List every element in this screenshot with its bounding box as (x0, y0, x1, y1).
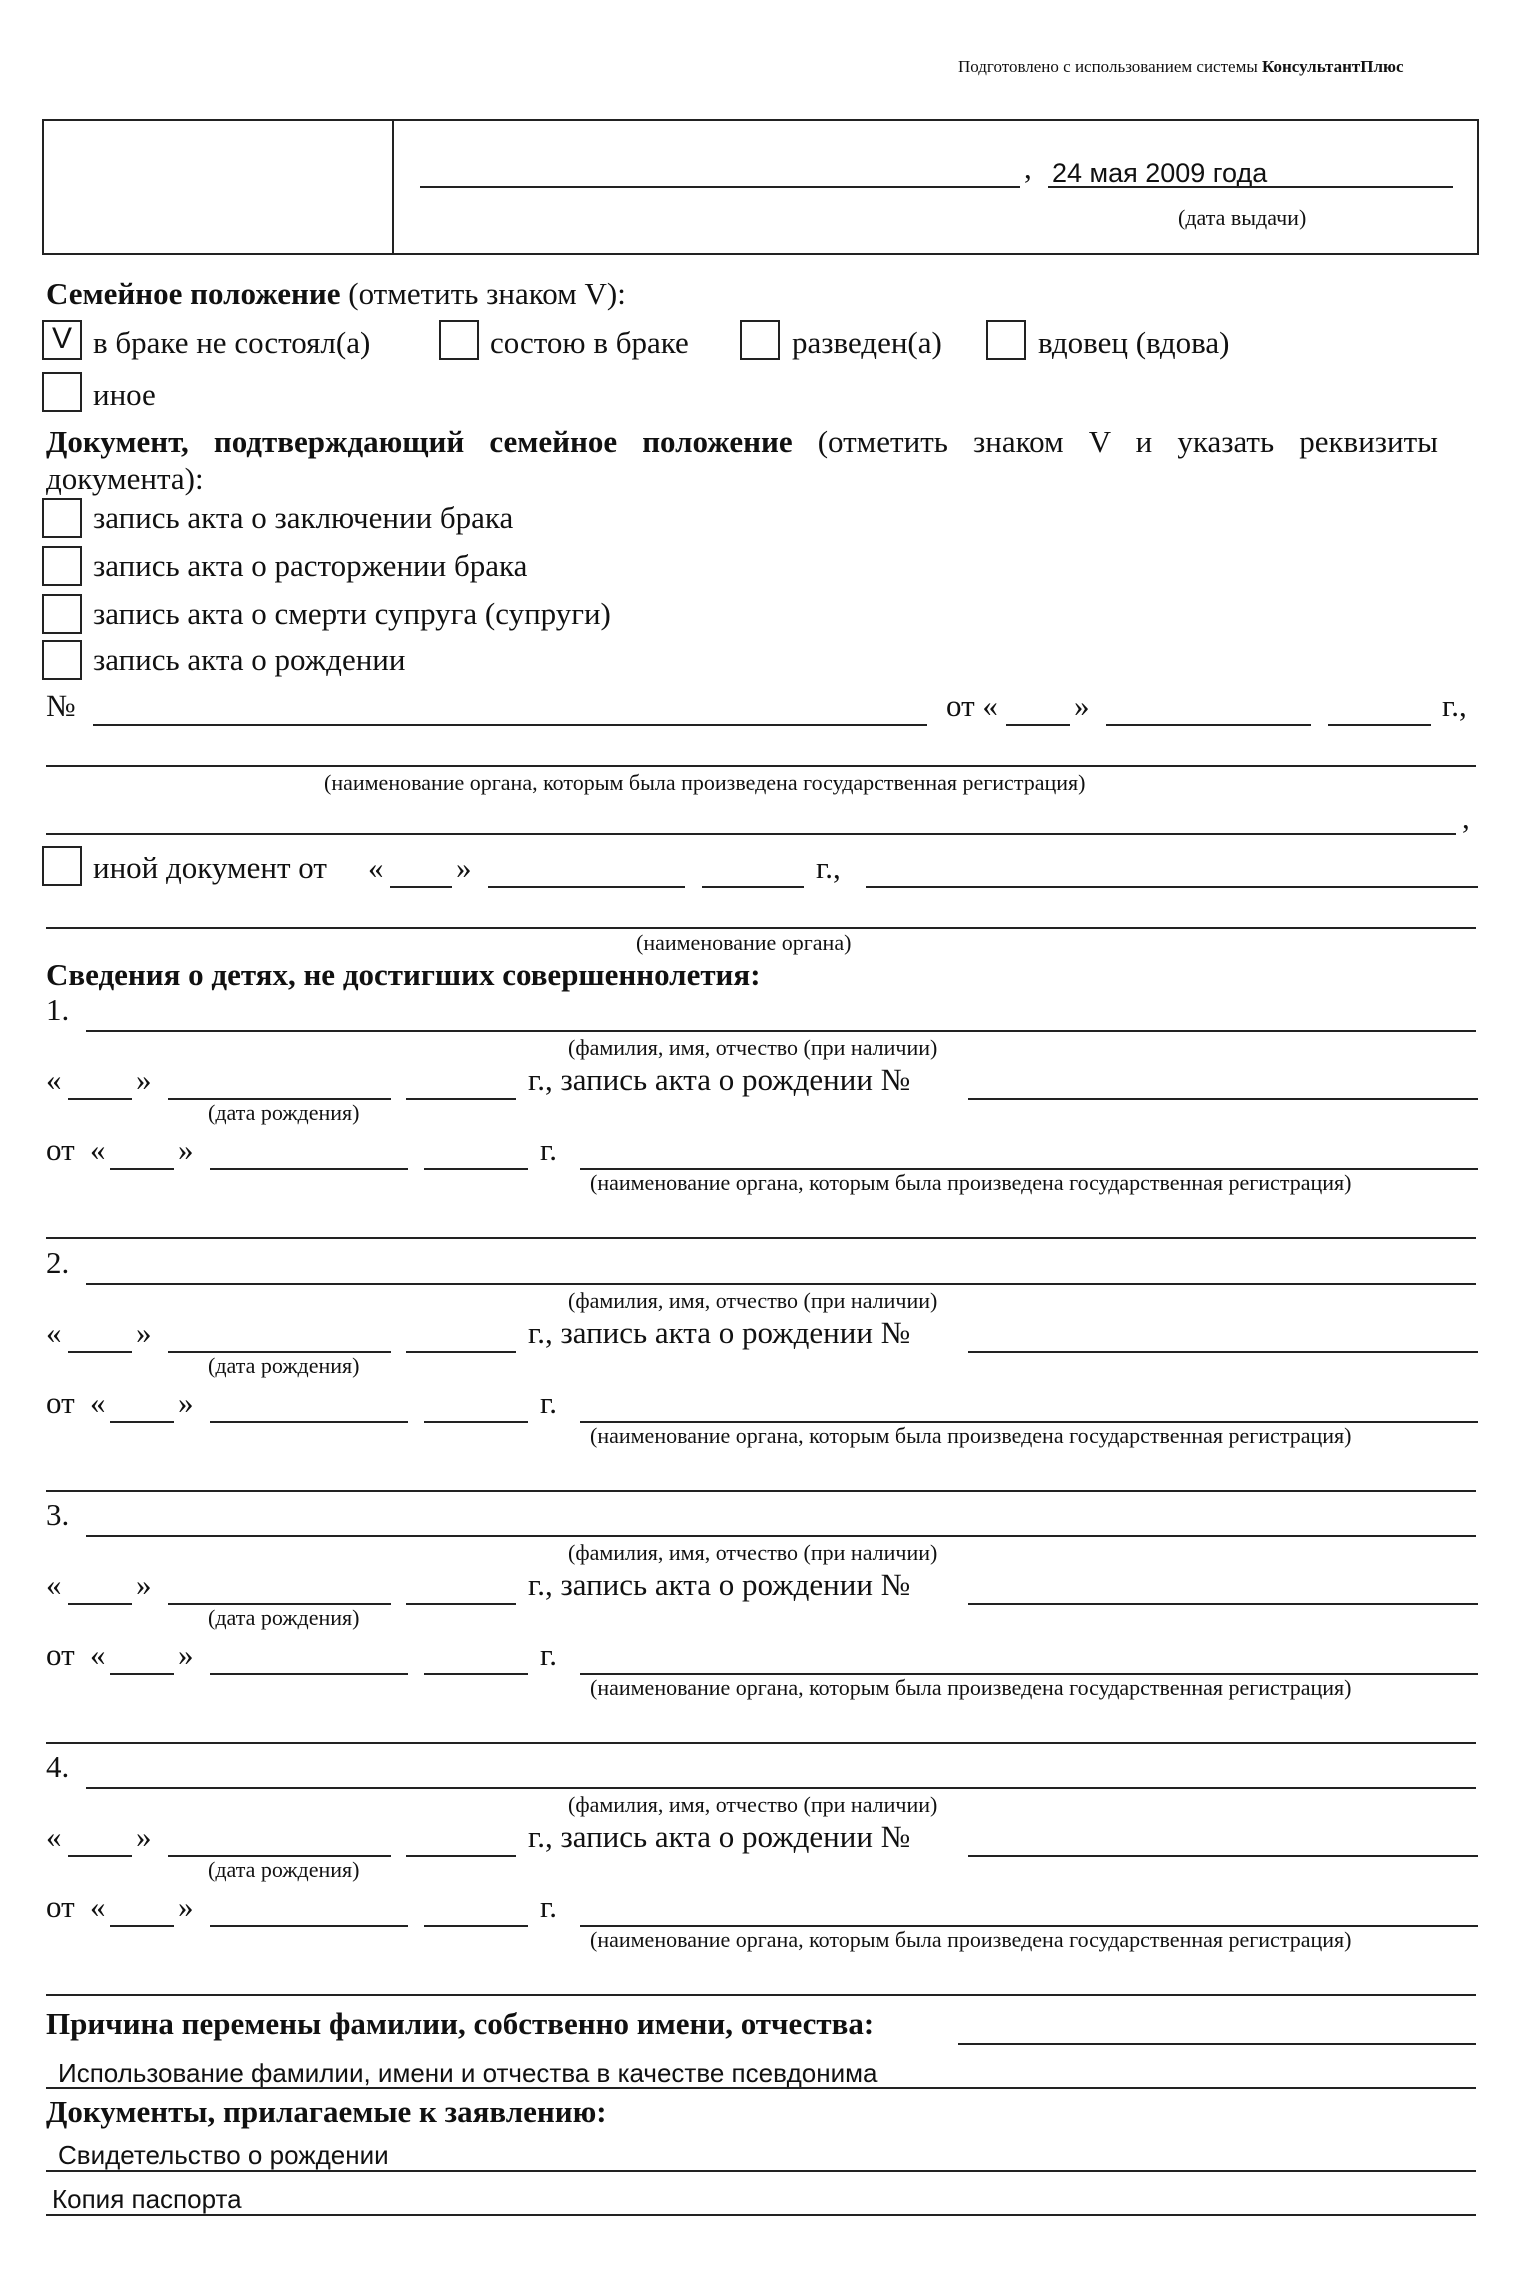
attachment-line (46, 2170, 1476, 2172)
child-record-number-line[interactable] (968, 1098, 1478, 1100)
photo-box (42, 119, 394, 255)
top-frame-bottom (394, 253, 1479, 255)
doc-year-line[interactable] (1328, 724, 1431, 726)
reason-value[interactable]: Использование фамилии, имени и отчества в качестве псевдонима (58, 2058, 878, 2088)
child-record-text: г., запись акта о рождении № (528, 1062, 911, 1097)
child-quote-close: » (136, 1567, 152, 1602)
child-record-text: г., запись акта о рождении № (528, 1567, 911, 1602)
marital-option-widowed: вдовец (вдова) (1038, 325, 1230, 360)
child-reg-day-line[interactable] (110, 1673, 174, 1675)
doc-checkbox-death[interactable] (42, 594, 82, 634)
child-year-text: г. (540, 1637, 557, 1672)
child-year-line[interactable] (406, 1855, 516, 1857)
marital-checkbox-other[interactable] (42, 372, 82, 412)
child-organ-line-2[interactable] (46, 1742, 1476, 1744)
child-from-text: от (46, 1132, 75, 1167)
child-number: 4. (46, 1749, 70, 1784)
child-reg-month-line[interactable] (210, 1168, 408, 1170)
doc-other-organ-caption: (наименование органа) (636, 930, 852, 955)
child-reg-month-line[interactable] (210, 1925, 408, 1927)
attachment-item[interactable]: Свидетельство о рождении (58, 2140, 389, 2170)
marital-option-other: иное (93, 377, 156, 412)
child-year-line[interactable] (406, 1098, 516, 1100)
child-day-line[interactable] (68, 1351, 132, 1353)
child-from-text: от (46, 1637, 75, 1672)
document-title-rest: (отметить знаком V и указать реквизиты документа): (46, 424, 1438, 496)
marital-checkbox-divorced[interactable] (740, 320, 780, 360)
doc-other-quote-open: « (368, 850, 384, 885)
child-year-text: г. (540, 1889, 557, 1924)
child-name-line[interactable] (86, 1030, 1476, 1032)
doc-organ-line[interactable] (46, 765, 1476, 767)
child-quote-open: « (90, 1132, 106, 1167)
doc-organ-line-2[interactable] (46, 833, 1456, 835)
child-name-caption: (фамилия, имя, отчество (при наличии) (568, 1792, 938, 1817)
doc-option-birth: запись акта о рождении (93, 642, 406, 677)
child-name-line[interactable] (86, 1283, 1476, 1285)
child-quote-close: » (178, 1385, 194, 1420)
child-reg-year-line[interactable] (424, 1673, 528, 1675)
child-name-line[interactable] (86, 1535, 1476, 1537)
child-organ-caption: (наименование органа, которым была произведена государственная регистрация) (590, 1675, 1352, 1700)
child-reg-month-line[interactable] (210, 1421, 408, 1423)
child-record-text: г., запись акта о рождении № (528, 1819, 911, 1854)
issuer-line (420, 186, 1020, 188)
document-title-bold: Документ, подтверждающий семейное положение (46, 424, 793, 459)
reason-value-line (46, 2087, 1476, 2089)
child-number: 3. (46, 1497, 70, 1532)
doc-month-line[interactable] (1106, 724, 1311, 726)
marital-check-mark: V (52, 322, 73, 355)
doc-other-month-line[interactable] (488, 886, 685, 888)
child-record-number-line[interactable] (968, 1855, 1478, 1857)
child-quote-close: » (136, 1819, 152, 1854)
doc-checkbox-other[interactable] (42, 846, 82, 886)
child-reg-year-line[interactable] (424, 1925, 528, 1927)
child-birth-caption: (дата рождения) (208, 1100, 360, 1125)
issue-comma: , (1024, 150, 1032, 185)
child-quote-open: « (90, 1637, 106, 1672)
doc-year-suffix: г., (1442, 688, 1467, 723)
child-quote-close: » (136, 1315, 152, 1350)
doc-other-quote-close: » (456, 850, 472, 885)
prepared-prefix: Подготовлено с использованием системы (958, 57, 1262, 76)
marital-title (46, 276, 626, 312)
child-quote-close: » (136, 1062, 152, 1097)
reason-title: Причина перемены фамилии, собственно имени, отчества: (46, 2006, 875, 2041)
child-organ-line-2[interactable] (46, 1490, 1476, 1492)
child-number: 2. (46, 1245, 70, 1280)
child-organ-caption: (наименование органа, которым была произведена государственная регистрация) (590, 1927, 1352, 1952)
child-reg-month-line[interactable] (210, 1673, 408, 1675)
top-frame-line (394, 119, 1479, 121)
doc-option-divorce: запись акта о расторжении брака (93, 548, 528, 583)
child-birth-caption: (дата рождения) (208, 1353, 360, 1378)
attachment-line (46, 2214, 1476, 2216)
child-year-text: г. (540, 1385, 557, 1420)
doc-from-prefix: от « (946, 688, 998, 723)
child-quote-close: » (178, 1132, 194, 1167)
child-quote-close: » (178, 1637, 194, 1672)
child-organ-caption: (наименование органа, которым была произведена государственная регистрация) (590, 1423, 1352, 1448)
child-day-line[interactable] (68, 1098, 132, 1100)
doc-number-sign: № (46, 688, 76, 723)
doc-other-year: г., (816, 850, 841, 885)
marital-checkbox-married[interactable] (439, 320, 479, 360)
top-frame-right (1477, 119, 1479, 255)
child-day-line[interactable] (68, 1855, 132, 1857)
child-organ-caption: (наименование органа, которым была произведена государственная регистрация) (590, 1170, 1352, 1195)
child-year-line[interactable] (406, 1603, 516, 1605)
marital-option-single: в браке не состоял(а) (93, 325, 371, 360)
child-organ-line-2[interactable] (46, 1237, 1476, 1239)
child-number: 1. (46, 992, 70, 1027)
doc-other-label: иной документ от (93, 850, 327, 885)
child-from-text: от (46, 1385, 75, 1420)
issue-date-line (1048, 186, 1453, 188)
doc-checkbox-birth[interactable] (42, 640, 82, 680)
child-reg-year-line[interactable] (424, 1421, 528, 1423)
marital-title-rest: (отметить знаком V): (340, 276, 626, 311)
child-birth-caption: (дата рождения) (208, 1857, 360, 1882)
child-name-caption: (фамилия, имя, отчество (при наличии) (568, 1288, 938, 1313)
child-reg-day-line[interactable] (110, 1168, 174, 1170)
child-day-line[interactable] (68, 1603, 132, 1605)
doc-option-death: запись акта о смерти супруга (супруги) (93, 596, 611, 631)
doc-checkbox-divorce[interactable] (42, 546, 82, 586)
marital-title-bold: Семейное положение (46, 276, 341, 311)
doc-other-day-line[interactable] (390, 886, 452, 888)
marital-checkbox-widowed[interactable] (986, 320, 1026, 360)
child-record-number-line[interactable] (968, 1603, 1478, 1605)
child-quote-open: « (46, 1062, 62, 1097)
child-name-caption: (фамилия, имя, отчество (при наличии) (568, 1540, 938, 1565)
child-quote-open: « (46, 1315, 62, 1350)
child-reg-year-line[interactable] (424, 1168, 528, 1170)
prepared-brand: КонсультантПлюс (1262, 57, 1404, 76)
child-name-line[interactable] (86, 1787, 1476, 1789)
children-title: Сведения о детях, не достигших совершеннолетия: (46, 957, 761, 992)
child-organ-line-2[interactable] (46, 1994, 1476, 1996)
child-quote-close: » (178, 1889, 194, 1924)
doc-other-organ-line[interactable] (866, 886, 1478, 888)
doc-day-line[interactable] (1006, 724, 1070, 726)
child-from-text: от (46, 1889, 75, 1924)
doc-other-organ-line-2[interactable] (46, 927, 1476, 929)
child-quote-open: « (46, 1567, 62, 1602)
attachment-item[interactable]: Копия паспорта (52, 2184, 242, 2214)
doc-checkbox-marriage[interactable] (42, 498, 82, 538)
doc-other-year-line[interactable] (702, 886, 804, 888)
attachments-title: Документы, прилагаемые к заявлению: (46, 2094, 607, 2129)
child-name-caption: (фамилия, имя, отчество (при наличии) (568, 1035, 938, 1060)
issue-date-value[interactable]: 24 мая 2009 года (1052, 158, 1268, 188)
issue-date-caption: (дата выдачи) (1178, 205, 1307, 230)
doc-quote-close: » (1074, 688, 1090, 723)
marital-option-divorced: разведен(а) (792, 325, 942, 360)
prepared-note (958, 54, 1404, 80)
child-quote-open: « (90, 1385, 106, 1420)
doc-organ-caption: (наименование органа, которым была произведена государственная регистрация) (324, 770, 1086, 795)
child-year-line[interactable] (406, 1351, 516, 1353)
document-title (46, 423, 1438, 497)
reason-line[interactable] (958, 2043, 1476, 2045)
child-quote-open: « (46, 1819, 62, 1854)
child-record-number-line[interactable] (968, 1351, 1478, 1353)
child-record-text: г., запись акта о рождении № (528, 1315, 911, 1350)
child-quote-open: « (90, 1889, 106, 1924)
doc-option-marriage: запись акта о заключении брака (93, 500, 514, 535)
child-year-text: г. (540, 1132, 557, 1167)
child-birth-caption: (дата рождения) (208, 1605, 360, 1630)
doc-trailing-comma: , (1462, 800, 1470, 835)
doc-number-line[interactable] (93, 724, 927, 726)
child-reg-day-line[interactable] (110, 1421, 174, 1423)
child-reg-day-line[interactable] (110, 1925, 174, 1927)
marital-option-married: состою в браке (490, 325, 689, 360)
